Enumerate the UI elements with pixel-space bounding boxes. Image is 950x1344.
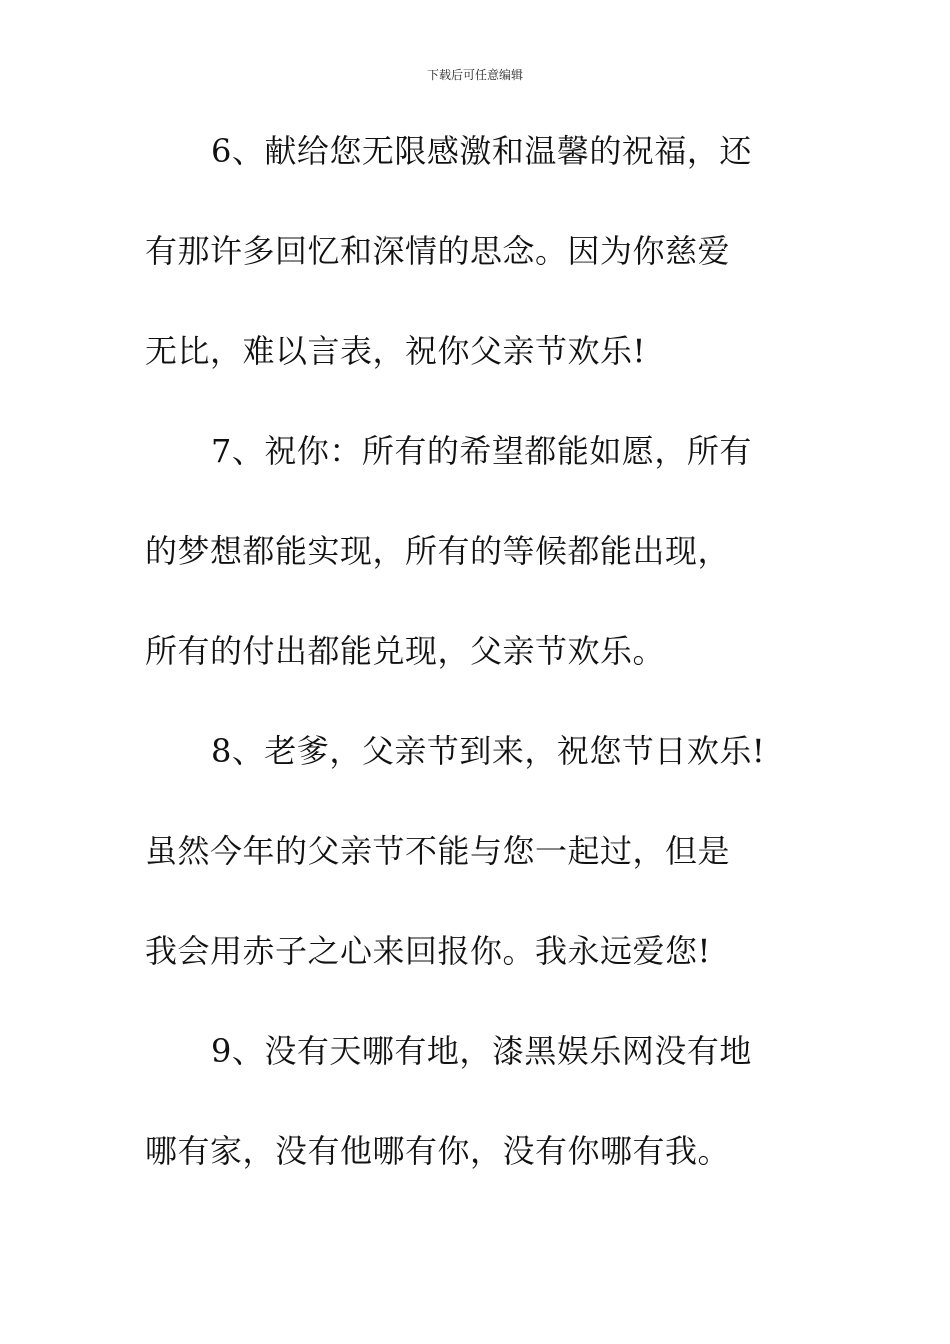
body-text: [145, 126, 845, 1226]
paragraph-7-line-3: 所有的付出都能兑现，父亲节欢乐。: [145, 632, 666, 670]
page-header: 下载后可任意编辑: [426, 68, 523, 82]
paragraph-7-line-2: 的梦想都能实现，所有的等候都能出现，: [145, 532, 731, 570]
paragraph-8-line-3: 我会用赤子之心来回报你。我永远爱您!: [145, 932, 711, 970]
paragraph-9-line-1: 9、没有天哪有地，漆黑娱乐网没有地: [211, 1032, 752, 1070]
paragraph-6-line-2: 有那许多回忆和深情的思念。因为你慈爱: [145, 232, 731, 270]
paragraph-8-line-1: 8、老爹，父亲节到来，祝您节日欢乐!: [211, 732, 766, 770]
paragraph-9-line-2: 哪有家，没有他哪有你，没有你哪有我。: [145, 1132, 731, 1170]
paragraph-6-line-3: 无比，难以言表，祝你父亲节欢乐!: [145, 332, 646, 370]
paragraph-6-line-1: 6、献给您无限感激和温馨的祝福，还: [211, 132, 752, 170]
paragraph-8-line-2: 虽然今年的父亲节不能与您一起过，但是: [145, 832, 731, 870]
paragraph-7-line-1: 7、祝你：所有的希望都能如愿，所有: [211, 432, 752, 470]
